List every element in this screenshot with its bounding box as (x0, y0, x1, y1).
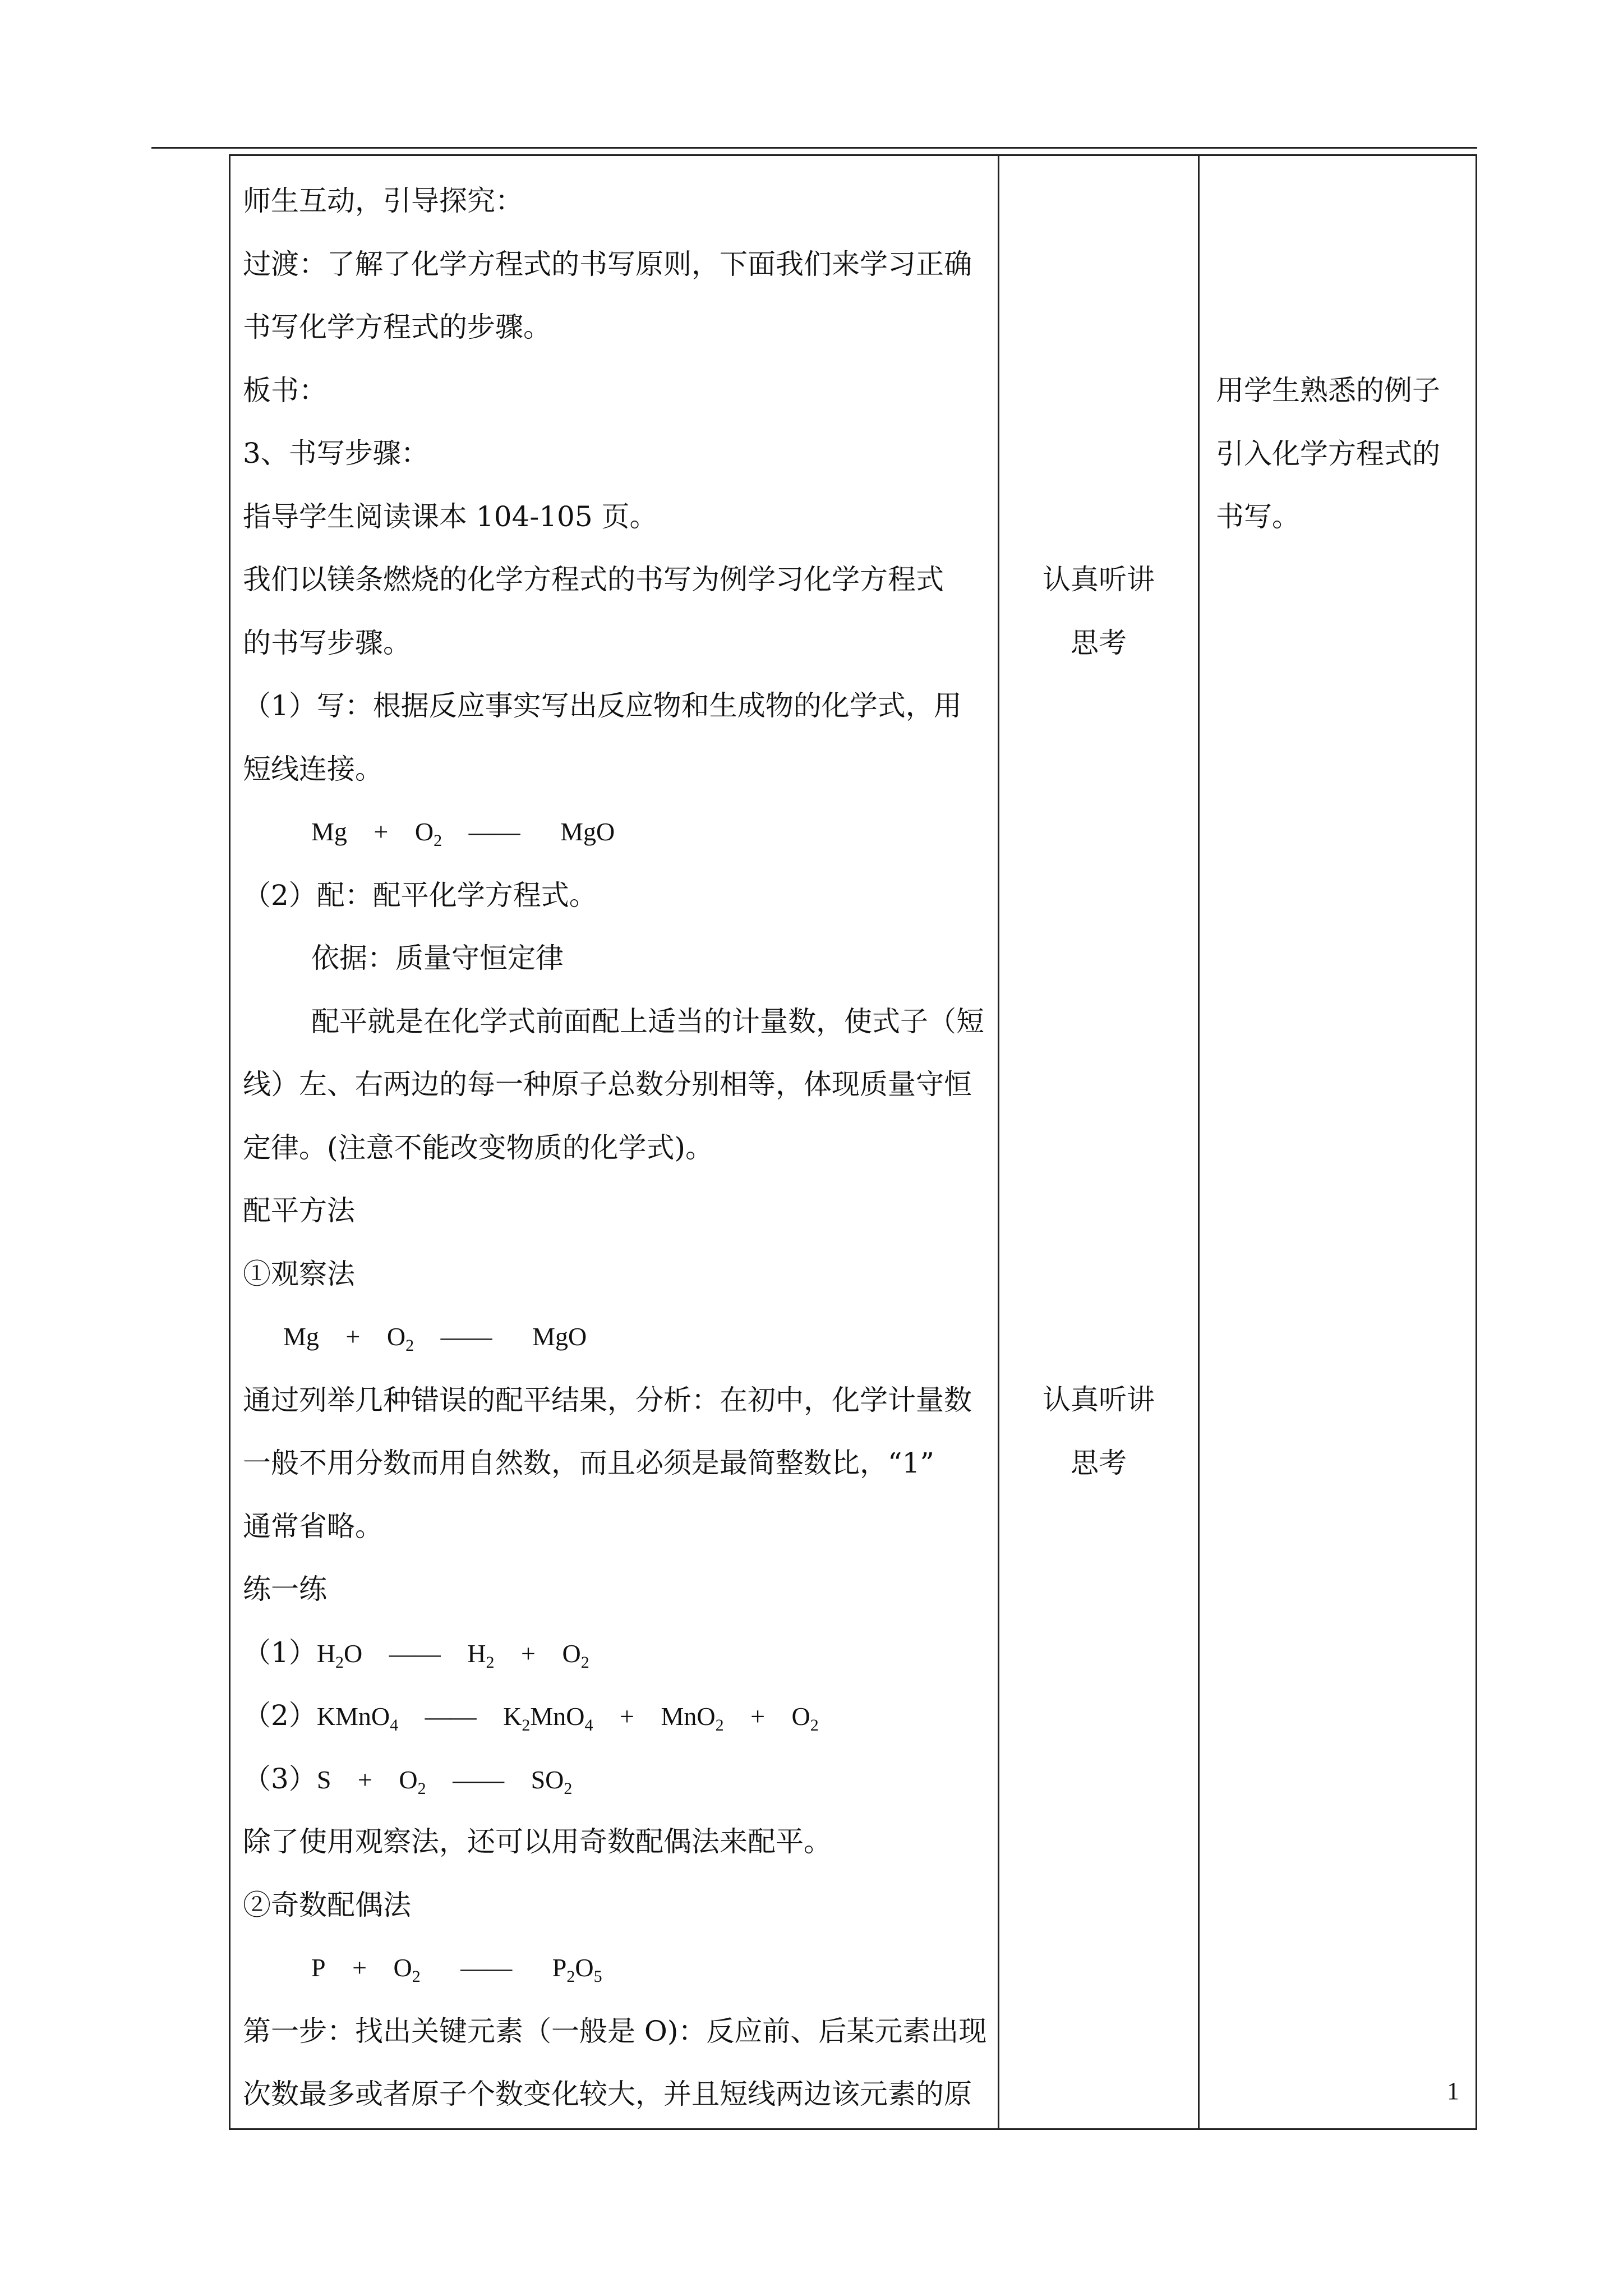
text-line: 我们以镁条燃烧的化学方程式的书写为例学习化学方程式 (243, 563, 944, 596)
student-activity-block (999, 1368, 1198, 1494)
text-line: （1）写：根据反应事实写出反应物和生成物的化学式，用 (243, 689, 962, 722)
text-line: 配平就是在化学式前面配上适当的计量数，使式子（短 (311, 1005, 984, 1038)
exercise-2: （2）KMnO4 —— K2MnO4 + MnO2 + O2 (243, 1699, 819, 1734)
text-line: 指导学生阅读课本 104-105 页。 (243, 500, 658, 533)
intent-text: 书写。 (1216, 500, 1300, 533)
text-line: 师生互动，引导探究： (243, 185, 523, 217)
activity-text: 认真听讲 (1043, 1383, 1155, 1416)
activity-text: 思考 (1071, 626, 1127, 659)
text-line: 第一步：找出关键元素（一般是 O)：反应前、后某元素出现 (243, 2014, 987, 2047)
text-line: 配平方法 (243, 1194, 355, 1227)
activity-text: 认真听讲 (1043, 563, 1155, 596)
text-line: 除了使用观察法，还可以用奇数配偶法来配平。 (243, 1825, 832, 1858)
text-line: （2）配：配平化学方程式。 (243, 878, 597, 912)
activity-text: 思考 (1071, 1446, 1127, 1479)
text-line: 书写化学方程式的步骤。 (243, 311, 551, 343)
equation-p-o2: P + O2 —— P2O5 (311, 1953, 602, 1986)
text-line: 线）左、右两边的每一种原子总数分别相等，体现质量守恒 (243, 1068, 972, 1101)
intent-text: 用学生熟悉的例子 (1216, 374, 1440, 407)
exercise-1: （1）H2O —— H2 + O2 (243, 1636, 589, 1672)
design-intent-block (1216, 359, 1474, 549)
design-intent-column (1201, 156, 1478, 2128)
text-line: 的书写步骤。 (243, 626, 411, 659)
text-line: 定律。(注意不能改变物质的化学式)。 (243, 1131, 714, 1164)
text-line: 练一练 (243, 1573, 327, 1605)
text-line: 过渡：了解了化学方程式的书写原则，下面我们来学习正确 (243, 247, 972, 280)
column-divider (1198, 156, 1200, 2128)
text-line: 依据：质量守恒定律 (311, 942, 564, 974)
text-line: 3、书写步骤： (243, 437, 429, 470)
text-line: 短线连接。 (243, 752, 383, 785)
teaching-content-column (243, 169, 994, 2142)
text-line: ①观察法 (243, 1257, 355, 1290)
student-activity-column (999, 156, 1198, 2128)
exercise-3: （3）S + O2 —— SO2 (243, 1762, 573, 1798)
text-line: 板书： (243, 374, 327, 407)
student-activity-block (999, 548, 1198, 674)
text-line: 通过列举几种错误的配平结果，分析：在初中，化学计量数 (243, 1383, 972, 1416)
equation-mg-o2: Mg + O2 —— MgO (311, 817, 615, 850)
text-line: 次数最多或者原子个数变化较大，并且短线两边该元素的原 (243, 2078, 972, 2110)
page-number: 1 (1447, 2077, 1459, 2105)
text-line: ②奇数配偶法 (243, 1888, 411, 1921)
intent-text: 引入化学方程式的 (1216, 437, 1440, 470)
header-rule (151, 147, 1477, 149)
lesson-table (229, 154, 1477, 2130)
text-line: 通常省略。 (243, 1510, 383, 1543)
text-line: 一般不用分数而用自然数，而且必须是最简整数比，“1” (243, 1447, 934, 1479)
equation-mg-o2-observe: Mg + O2 —— MgO (283, 1322, 587, 1355)
